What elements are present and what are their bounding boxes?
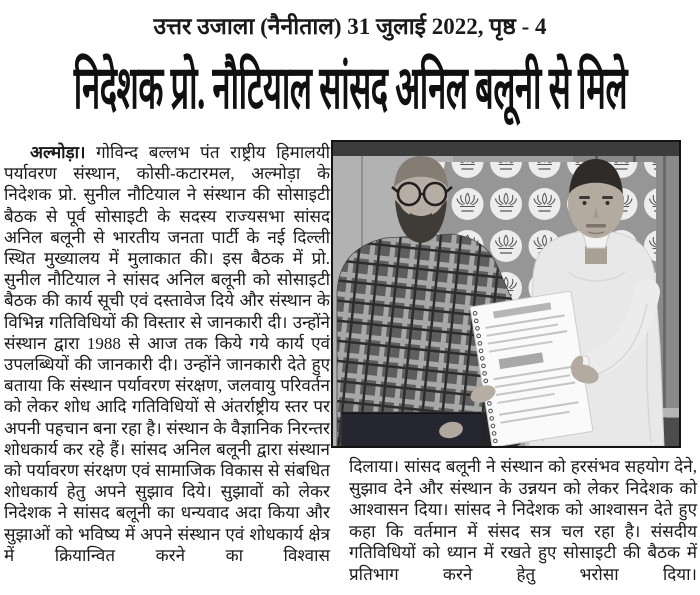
dateline: अल्मोड़ा। [30, 143, 86, 162]
article-paragraph-left [4, 142, 330, 566]
article-photo [331, 140, 681, 448]
article-text-left: गोविन्द बल्लभ पंत राष्ट्रीय हिमालयी पर्यावरण संस्थान, कोसी-कटारमल, अल्मोड़ा के निदेशक प्रो. सुनील नौटियाल ने संस्थान की सोसाइटी बैठक से पूर्व सोसाइटी के सदस्य राज्यसभा सांसद अनिल बलूनी से भारतीय जनता पार्टी के नई दिल्ली स्थित मुख्यालय में मुलाकात की। इस बैठक में प्रो. सुनील नौटियाल ने सांसद अनिल बलूनी को सोसाइटी बैठक की कार्य सूची एवं दस्तावेज दिये और संस्थान के विभिन्न गतिविधियों की विस्तार से जानकारी दी। उन्होंने संस्थान द्वारा 1988 से आज तक किये गये कार्य एवं उपलब्धियों की जानकारी दी। उन्होंने जानकारी देते हुए बताया कि संस्थान पर्यावरण संरक्षण, जलवायु परिवर्तन को लेकर शोध आदि गतिविधियों से अंतर्राष्ट्रीय स्तर पर अपनी पहचान बना रहा है। संस्थान के वैज्ञानिक निरन्तर शोधकार्य कर रहे हैं। सांसद अनिल बलूनी द्वारा संस्थान को पर्यावरण संरक्षण एवं सामाजिक विकास से संबधित शोधकार्य हेतु अपने सुझाव दिये। सुझावों को लेकर निदेशक ने सांसद बलूनी का धन्यवाद अदा किया और सुझाओं को भविष्य में अपने संस्थान एवं शोधकार्य क्षेत्र में क्रियान्वित करने का विश्वास [4, 143, 331, 565]
photo-illustration [333, 142, 679, 446]
article-column-right [349, 456, 697, 586]
article-column-left [4, 142, 330, 566]
masthead: उत्तर उजाला (नैनीताल) 31 जुलाई 2022, पृष्ठ - 4 [153, 14, 547, 39]
article-body [0, 140, 700, 595]
headline-row [0, 43, 700, 135]
headline: निदेशक प्रो. नौटियाल सांसद अनिल बलूनी से मिले [73, 55, 627, 123]
article-paragraph-right: दिलाया। सांसद बलूनी ने संस्थान को हरसंभव सहयोग देने, सुझाव देने और संस्थान के उन्नयन को लेकर निदेशक को आश्वासन दिया। सांसद ने निदेशक को आश्वासन देते हुए कहा कि वर्तमान में संसद सत्र चल रहा है। संसदीय गतिविधियों को ध्यान में रखते हुए सोसाइटी की बैठक में प्रतिभाग करने हेतु भरोसा दिया। [349, 457, 697, 584]
